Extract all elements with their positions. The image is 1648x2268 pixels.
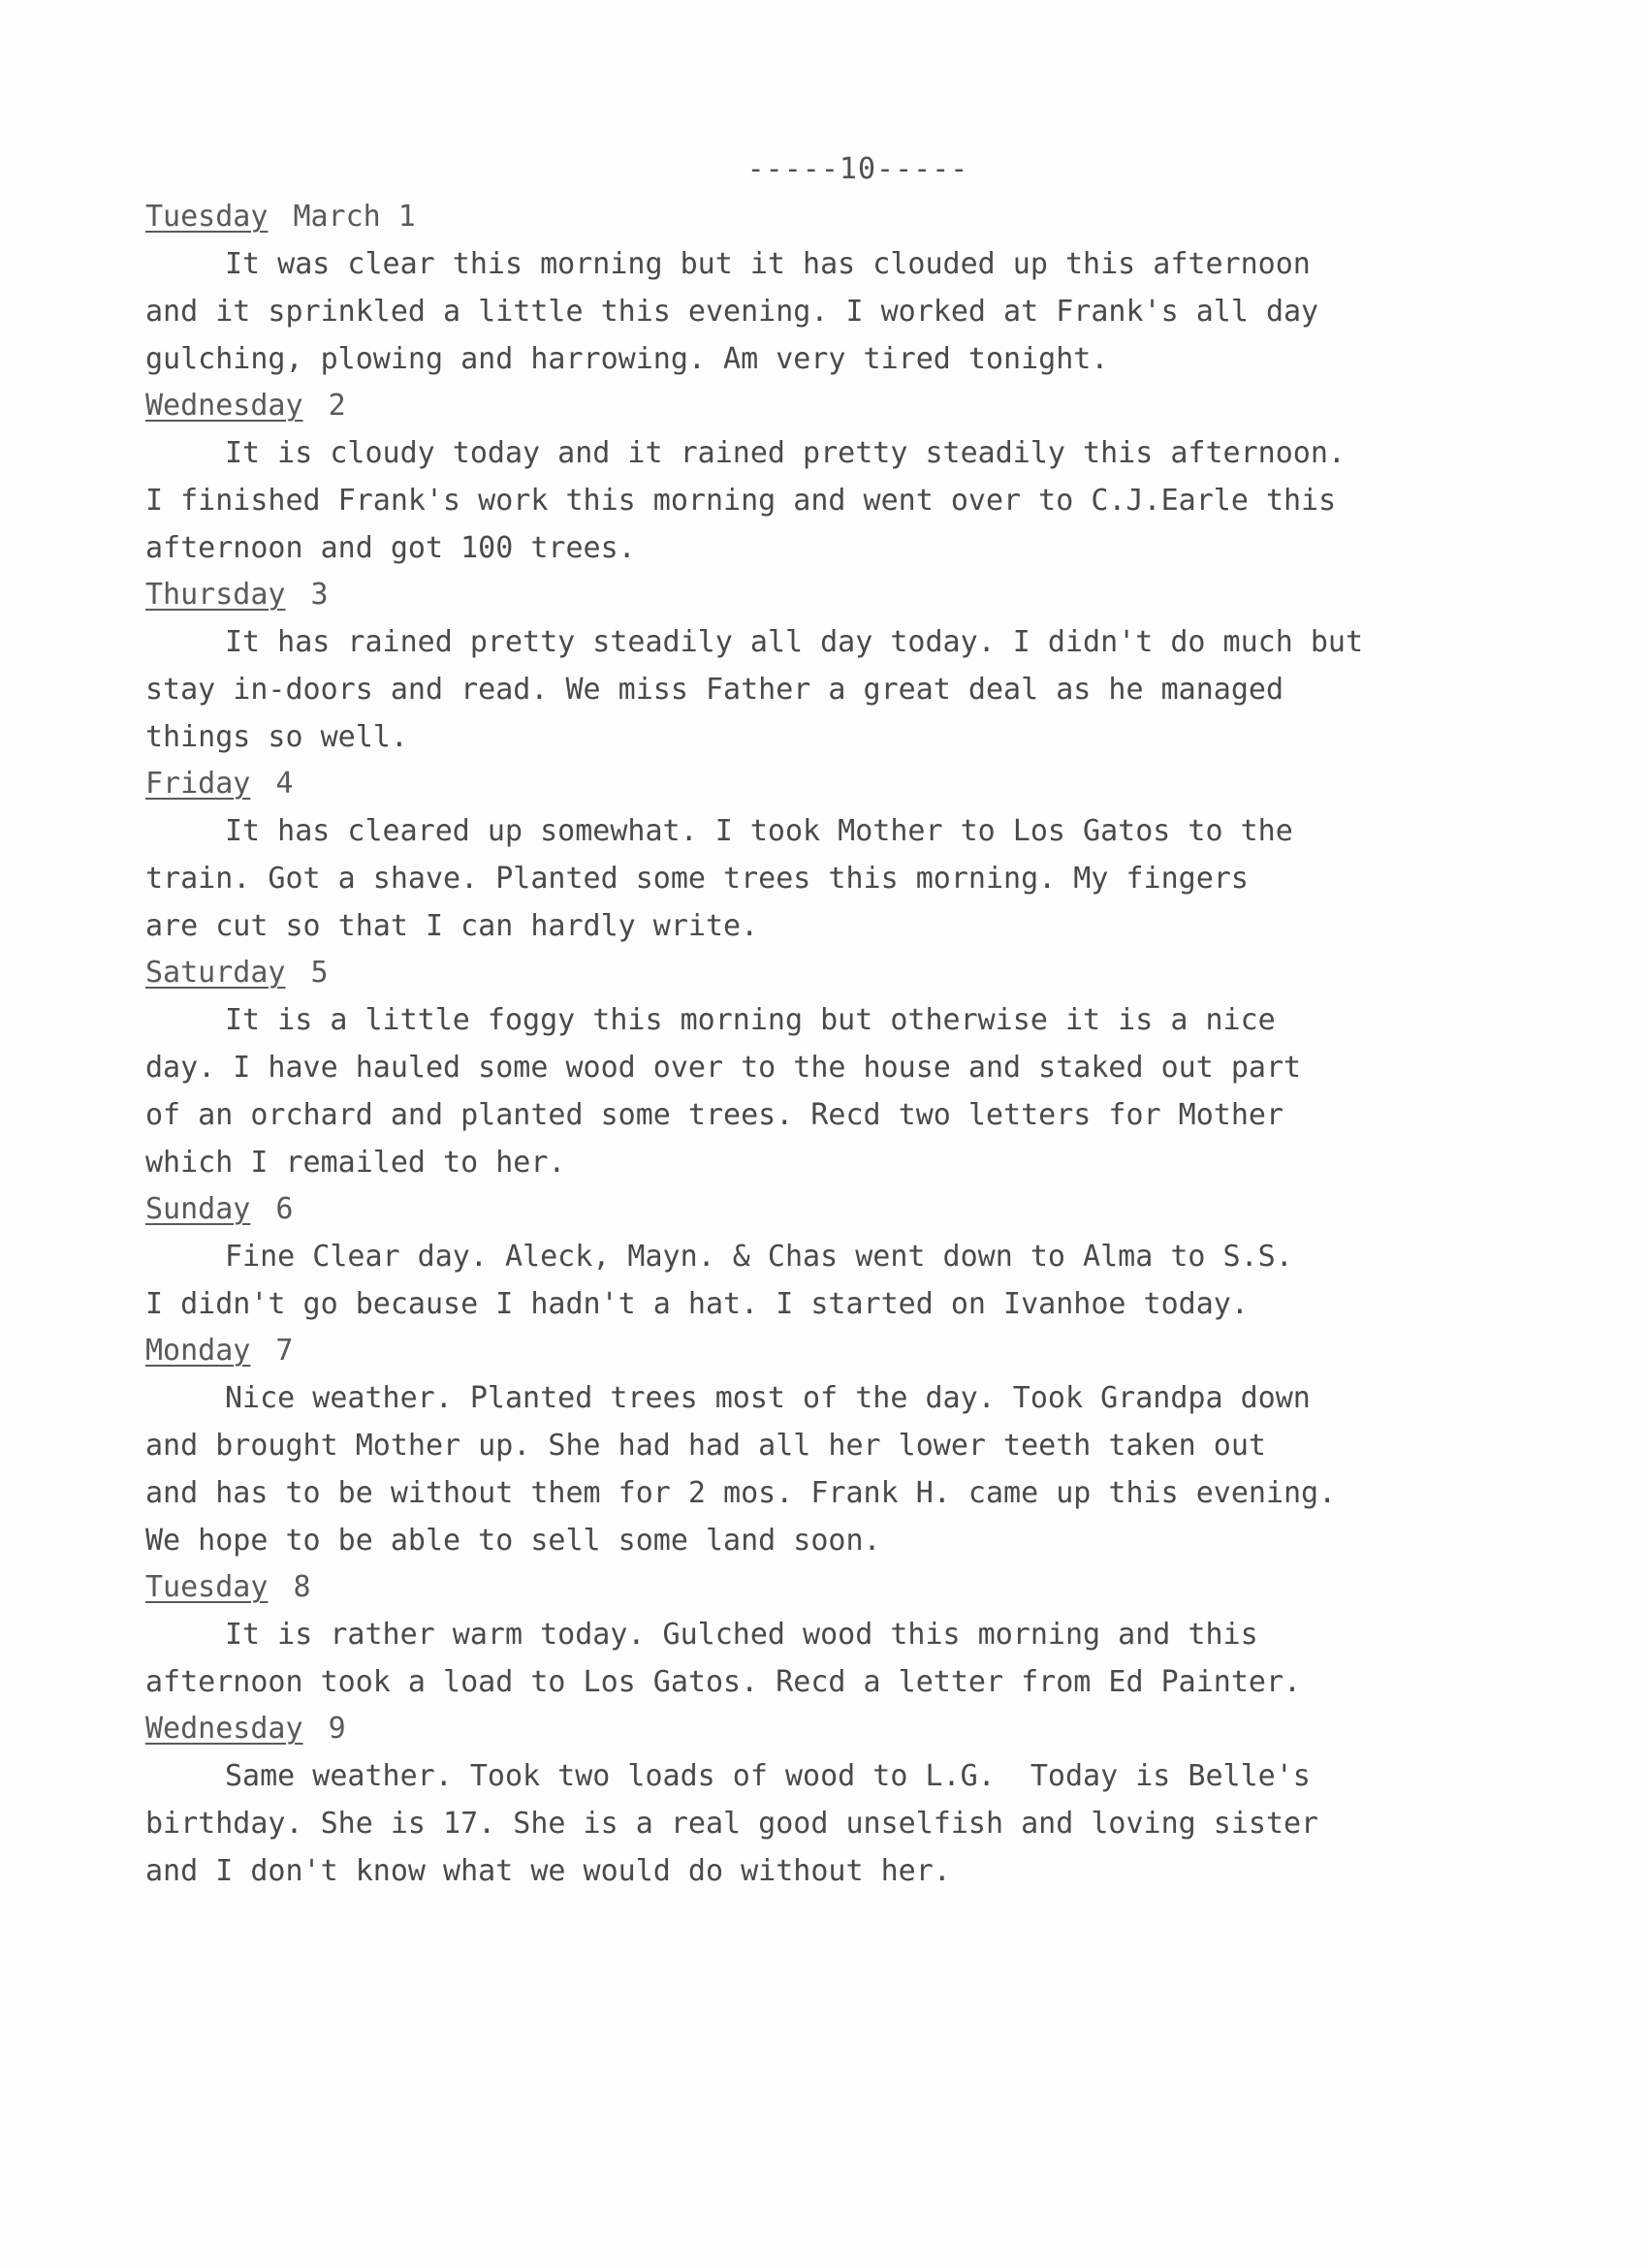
page-number: -----10----- [746, 152, 969, 186]
entry-text-line: It was clear this morning but it has clouded up this afternoon [225, 247, 1311, 281]
entry-date-line [145, 383, 1532, 429]
entry-text-line: afternoon took a load to Los Gatos. Recd a letter from Ed Painter. [145, 1665, 1302, 1699]
diary-entry [145, 383, 1532, 572]
entry-text-line: and has to be without them for 2 mos. Frank H. came up this evening. [145, 1476, 1337, 1510]
entry-text-line: It is rather warm today. Gulched wood this morning and this [225, 1618, 1258, 1652]
entry-text-line: things so well. [145, 720, 408, 754]
diary-entries [145, 194, 1532, 1895]
entry-day: Tuesday [145, 200, 269, 234]
entry-date: 6 [275, 1192, 294, 1226]
entry-text-line: and I don't know what we would do without her. [145, 1854, 951, 1888]
diary-entry [145, 1706, 1532, 1895]
entry-text-line: are cut so that I can hardly write. [145, 909, 759, 943]
entry-text-line: of an orchard and planted some trees. Recd two letters for Mother [145, 1098, 1284, 1132]
diary-entry [145, 572, 1532, 761]
entry-day: Saturday [145, 956, 286, 990]
entry-text-line: and it sprinkled a little this evening. I worked at Frank's all day [145, 295, 1319, 329]
entry-date-line [145, 1186, 1532, 1233]
entry-date-line [145, 1706, 1532, 1752]
entry-day: Thursday [145, 578, 286, 612]
entry-text-line: Nice weather. Planted trees most of the day. Took Grandpa down [225, 1381, 1311, 1415]
entry-date: 7 [275, 1334, 294, 1368]
typed-sheet [145, 145, 1532, 1895]
entry-text-line: gulching, plowing and harrowing. Am very tired tonight. [145, 342, 1109, 376]
entry-date-line [145, 572, 1532, 618]
entry-date: 2 [328, 389, 346, 423]
diary-entry [145, 1564, 1532, 1706]
entry-date-line [145, 194, 1532, 240]
entry-day: Wednesday [145, 389, 303, 423]
entry-text-line: It has cleared up somewhat. I took Mother to Los Gatos to the [225, 814, 1293, 848]
entry-day: Tuesday [145, 1570, 269, 1604]
diary-entry [145, 1186, 1532, 1328]
entry-day: Friday [145, 767, 251, 801]
entry-date: 3 [310, 578, 329, 612]
entry-text-line: Fine Clear day. Aleck, Mayn. & Chas went down to Alma to S.S. [225, 1240, 1293, 1274]
entry-text-line: stay in-doors and read. We miss Father a great deal as he managed [145, 673, 1284, 707]
entry-date: 4 [275, 767, 294, 801]
entry-day: Wednesday [145, 1712, 303, 1746]
entry-text-line: and brought Mother up. She had had all her lower teeth taken out [145, 1429, 1266, 1463]
entry-text-line: It is a little foggy this morning but otherwise it is a nice [225, 1003, 1276, 1037]
entry-text-line: day. I have hauled some wood over to the house and staked out part [145, 1051, 1302, 1085]
diary-entry [145, 761, 1532, 950]
diary-entry [145, 1328, 1532, 1564]
entry-text-line: I finished Frank's work this morning and went over to C.J.Earle this [145, 484, 1337, 518]
entry-text-line: birthday. She is 17. She is a real good unselfish and loving sister [145, 1807, 1319, 1841]
entry-text-line: It is cloudy today and it rained pretty steadily this afternoon. [225, 436, 1346, 470]
entry-text-line: Same weather. Took two loads of wood to L.G. Today is Belle's [225, 1759, 1311, 1793]
entry-text-line: I didn't go because I hadn't a hat. I started on Ivanhoe today. [145, 1287, 1249, 1321]
entry-date: 5 [310, 956, 329, 990]
entry-text-line: It has rained pretty steadily all day today. I didn't do much but [225, 625, 1363, 659]
entry-text-line: afternoon and got 100 trees. [145, 531, 636, 565]
entry-day: Monday [145, 1334, 251, 1368]
entry-text-line: which I remailed to her. [145, 1146, 566, 1180]
entry-date: 8 [293, 1570, 311, 1604]
entry-date-line [145, 1328, 1532, 1374]
entry-date-line [145, 950, 1532, 996]
entry-date: March 1 [293, 200, 416, 234]
entry-date: 9 [328, 1712, 346, 1746]
entry-text-line: We hope to be able to sell some land soon. [145, 1524, 881, 1558]
diary-entry [145, 194, 1532, 383]
entry-date-line [145, 1564, 1532, 1611]
entry-date-line [145, 761, 1532, 807]
diary-entry [145, 950, 1532, 1186]
entry-day: Sunday [145, 1192, 251, 1226]
entry-text-line: train. Got a shave. Planted some trees this morning. My fingers [145, 862, 1249, 896]
